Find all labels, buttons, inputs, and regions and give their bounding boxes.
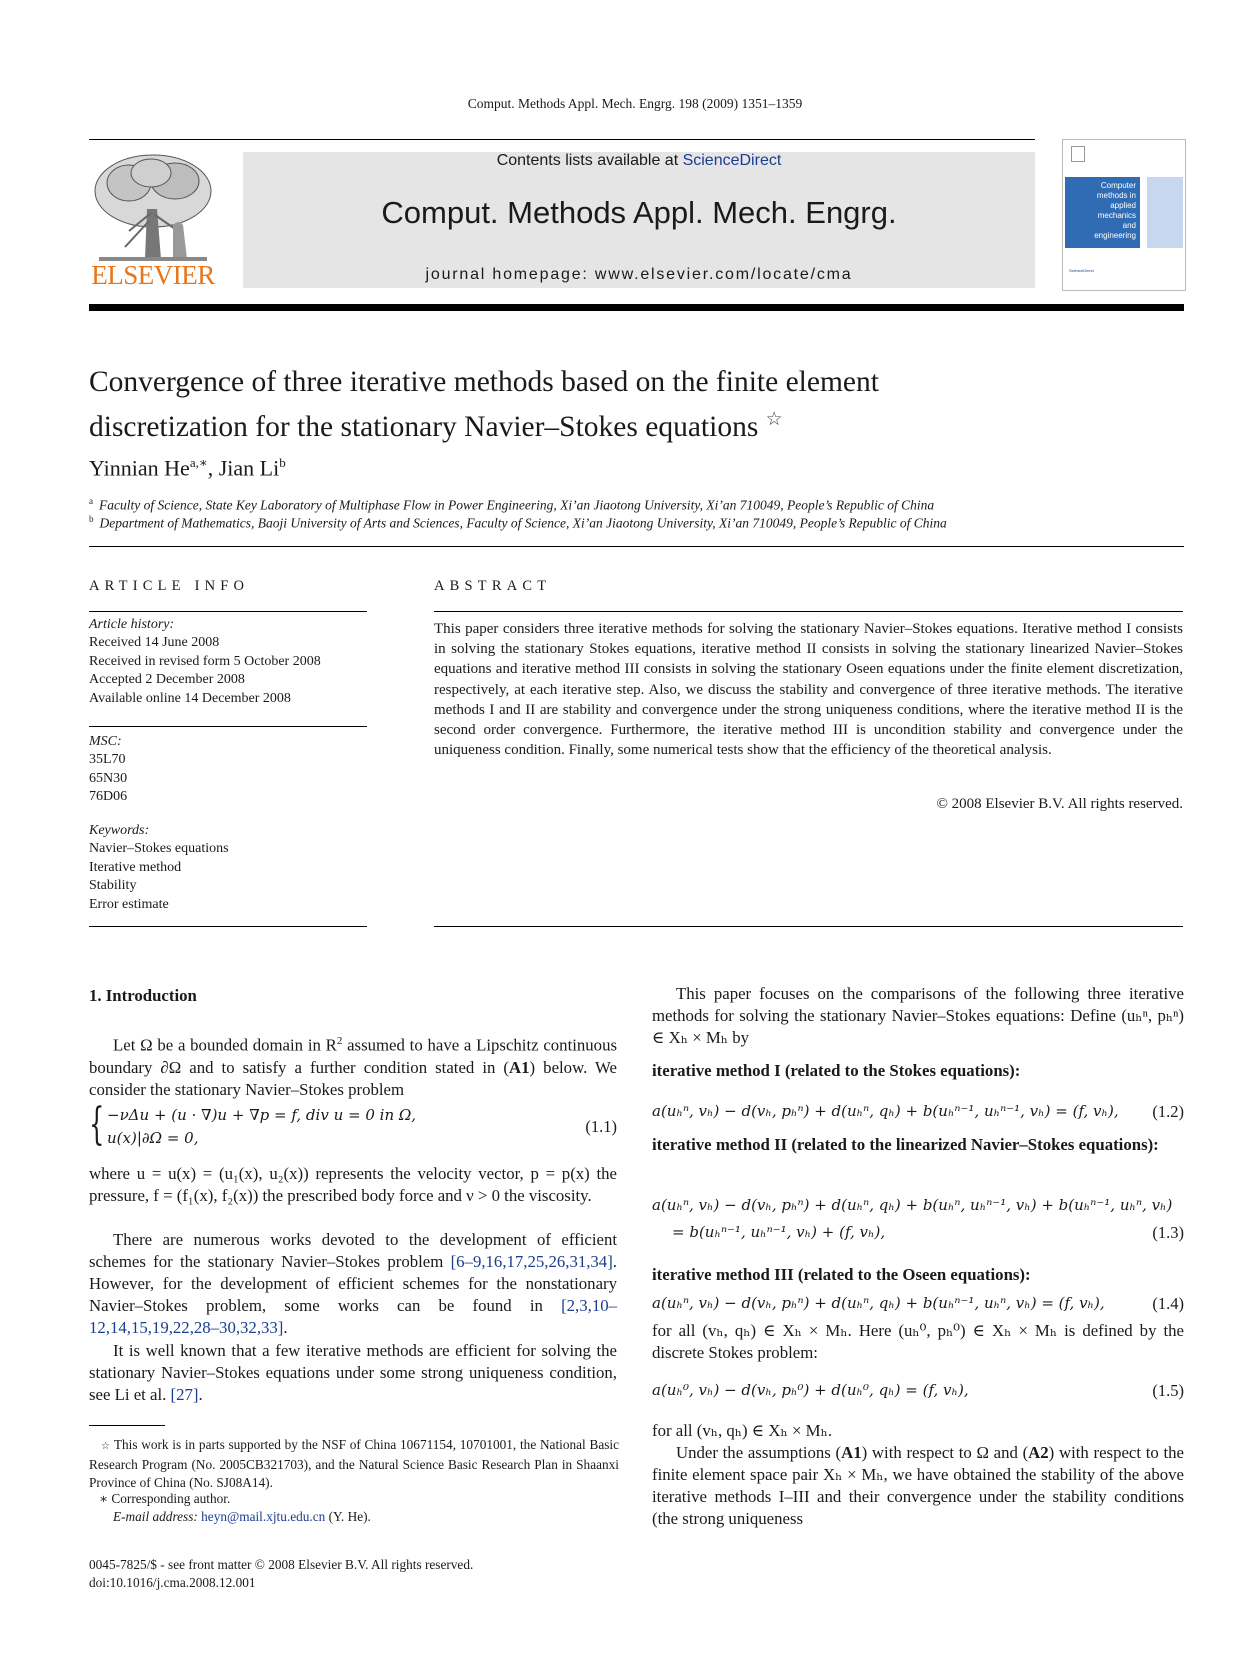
eq11-number: (1.1) [585, 1117, 617, 1136]
eq14-body: a(uₕⁿ, vₕ) − d(vₕ, pₕⁿ) + d(uₕⁿ, qₕ) + b(uₕⁿ⁻¹, uₕⁿ, vₕ) = (f, vₕ), [652, 1294, 1105, 1312]
rp4-text-a: Under the assumptions ( [676, 1443, 842, 1462]
p3-text-b: . However, for the development of efficient schemes for the nonstationary Navier–Stokes problem, some works can be found in [89, 1252, 617, 1316]
cover-line: Computer [1100, 181, 1136, 190]
elsevier-logo [89, 151, 217, 291]
rp4-text-b: ) with respect to Ω and ( [861, 1443, 1029, 1462]
journal-cover [1062, 139, 1186, 291]
author-2-marks[interactable]: b [279, 455, 286, 470]
cover-line: methods in [1096, 191, 1136, 200]
journal-citation: Comput. Methods Appl. Mech. Engrg. 198 (2009) 1351–1359 [467, 96, 803, 111]
author-1: Yinnian He [89, 455, 190, 481]
equation-1-2 [652, 1102, 1184, 1121]
p3-text-a: There are numerous works devoted to the development of efficient schemes for the stationary Navier–Stokes problem [89, 1230, 617, 1272]
p1-superscript: 2 [336, 1035, 343, 1047]
title-line-1: Convergence of three iterative methods based on the finite element [89, 366, 879, 398]
citation-link[interactable]: [6–9,16,17,25,26,31,34] [450, 1252, 613, 1272]
journal-name: Comput. Methods Appl. Mech. Engrg. [381, 195, 897, 230]
affiliation-mark: a [89, 496, 93, 506]
email-who: (Y. He). [325, 1509, 371, 1524]
eq12-body: a(uₕⁿ, vₕ) − d(vₕ, pₕⁿ) + d(uₕⁿ, qₕ) + b(uₕⁿ⁻¹, uₕⁿ⁻¹, vₕ) = (f, vₕ), [652, 1102, 1119, 1120]
p1-text-b: assumed to have a Lipschitz continuous boundary ∂Ω and to satisfy a further condition stated in ( [89, 1035, 617, 1077]
abstract-bottom-rule [434, 926, 1183, 927]
eq11-line-2: u(x)|∂Ω = 0, [107, 1129, 199, 1147]
msc-codes [89, 733, 127, 807]
cover-logo-icon [1071, 146, 1085, 162]
intro-paragraph-2: where u = u(x) = (u₁(x), u₂(x)) represents the velocity vector, p = p(x) the pressure, f = (f₁(x), f₂(x)) the prescribed body force and ν > 0 the viscosity. [89, 1164, 617, 1206]
history-label: Article history: [89, 617, 175, 632]
msc-item: 65N30 [89, 770, 128, 786]
intro-paragraph-3 [89, 1229, 617, 1339]
affiliation-text: Department of Mathematics, Baoji University of Arts and Sciences, Faculty of Science, Xi’an Jiaotong University, Xi’an 710049, People’s Republic of China [99, 515, 947, 531]
sciencedirect-link[interactable]: ScienceDirect [682, 152, 782, 169]
eq13-line-2: = b(uₕⁿ⁻¹, uₕⁿ⁻¹, vₕ) + (f, vₕ), [672, 1223, 886, 1241]
footnote-corresponding [89, 1490, 629, 1508]
header-thick-rule [89, 304, 1184, 311]
elsevier-wordmark: ELSEVIER [91, 260, 215, 290]
msc-item: 76D06 [89, 789, 128, 805]
cover-line: applied [1110, 201, 1136, 210]
footnote-funding-text: This work is in parts supported by the NSF of China 10671154, 10701001, the National Basic Research Program (No. 2005CB321703), and the Natural Science Basic Research Plan in Shaanxi Province of China (No. SJ08A14). [89, 1437, 619, 1490]
affiliation-mark: b [89, 514, 94, 524]
footnote-rule [89, 1425, 165, 1426]
rp4-bold-2: A2 [1028, 1443, 1049, 1462]
affiliation-text: Faculty of Science, State Key Laboratory of Multiphase Flow in Power Engineering, Xi’an Jiaotong University, Xi’an 710049, People’s Republic of China [99, 497, 935, 513]
cover-footer: ScienceDirect [1069, 268, 1094, 273]
article-info-rule [89, 611, 367, 612]
p1-text-a: Let Ω be a bounded domain in R [113, 1035, 337, 1055]
equation-1-3 [652, 1196, 1184, 1246]
footnote-email [89, 1508, 643, 1526]
keywords-label: Keywords: [89, 823, 150, 838]
cover-line: engineering [1094, 231, 1136, 240]
article-info-heading: ARTICLE INFO [89, 578, 250, 594]
keywords-rule [89, 926, 367, 927]
history-item: Received in revised form 5 October 2008 [89, 653, 321, 669]
author-separator: , [207, 455, 219, 481]
history-item: Available online 14 December 2008 [89, 690, 291, 706]
author-1-marks[interactable]: a,∗ [189, 455, 208, 470]
keywords [89, 822, 229, 914]
method-3-heading: iterative method III (related to the Oseen equations): [652, 1265, 1031, 1284]
affiliation-rule [89, 546, 1184, 547]
eq15-body: a(uₕ⁰, vₕ) − d(vₕ, pₕ⁰) + d(uₕ⁰, qₕ) = (f, vₕ), [652, 1381, 969, 1399]
cover-line: and [1122, 221, 1136, 230]
msc-label: MSC: [89, 734, 122, 749]
equation-1-4 [652, 1294, 1184, 1313]
eq11-line-1: −νΔu + (u · ∇)u + ∇p = f, div u = 0 in Ω, [107, 1106, 417, 1124]
keyword-item: Error estimate [89, 896, 169, 912]
history-rule [89, 726, 367, 727]
msc-item: 35L70 [89, 752, 126, 768]
cover-strip [1147, 177, 1183, 248]
eq15-number: (1.5) [1152, 1381, 1184, 1400]
intro-paragraph-1 [89, 1030, 617, 1101]
eq13-line-1: a(uₕⁿ, vₕ) − d(vₕ, pₕⁿ) + d(uₕⁿ, qₕ) + b(uₕⁿ, uₕⁿ⁻¹, vₕ) + b(uₕⁿ⁻¹, uₕⁿ, vₕ) [652, 1196, 1173, 1214]
article-history [89, 616, 321, 708]
front-matter [89, 1556, 473, 1592]
equation-1-5 [652, 1381, 1184, 1400]
affiliation-a [89, 496, 934, 514]
title-footnote-mark[interactable]: ☆ [765, 409, 783, 430]
abstract-rule [434, 611, 1183, 612]
contents-prefix: Contents lists available at [496, 152, 683, 169]
method-1-heading: iterative method I (related to the Stokes equations): [652, 1061, 1021, 1080]
history-item: Received 14 June 2008 [89, 635, 220, 651]
authors [89, 455, 286, 481]
footnote-mark: ☆ [101, 1441, 111, 1452]
right-paragraph-1: This paper focuses on the comparisons of the following three iterative methods for solving the stationary Navier–Stokes equations: Define (uₕⁿ, pₕⁿ) ∈ Xₕ × Mₕ by [652, 984, 1184, 1048]
p3-text-c: . [283, 1318, 288, 1338]
cover-line: mechanics [1097, 211, 1136, 220]
footnote-mark: ∗ [99, 1491, 109, 1506]
article-title [89, 364, 1189, 446]
p1-text-c: ) below. We consider the stationary Navier–Stokes problem [89, 1057, 617, 1099]
section-title: 1. Introduction [89, 986, 197, 1005]
elsevier-tree-icon [89, 151, 217, 263]
citation-link[interactable]: [27] [170, 1385, 199, 1405]
p4-text-b: . [198, 1385, 203, 1405]
email-label: E-mail address: [113, 1509, 198, 1524]
abstract-heading: ABSTRACT [434, 578, 552, 594]
corresponding-text: Corresponding author. [111, 1491, 231, 1506]
issn-line: 0045-7825/$ - see front matter © 2008 Elsevier B.V. All rights reserved. [89, 1557, 474, 1572]
citation-link[interactable]: [2,3,10–12,14,15,19,22,28–30,32,33] [89, 1296, 617, 1338]
footnote-funding [89, 1436, 619, 1492]
equation-1-1 [89, 1099, 617, 1154]
abstract-copyright: © 2008 Elsevier B.V. All rights reserved. [936, 796, 1183, 812]
affiliation-b [89, 514, 947, 532]
right-paragraph-4 [652, 1442, 1184, 1530]
doi-line[interactable]: doi:10.1016/j.cma.2008.12.001 [89, 1575, 256, 1590]
rp4-bold-1: A1 [841, 1443, 862, 1462]
author-2: Jian Li [218, 455, 280, 481]
right-paragraph-2: for all (vₕ, qₕ) ∈ Xₕ × Mₕ. Here (uₕ⁰, pₕ⁰) ∈ Xₕ × Mₕ is defined by the discrete Stokes problem: [652, 1321, 1184, 1363]
journal-banner [243, 152, 1035, 288]
intro-paragraph-4 [89, 1340, 617, 1406]
keyword-item: Navier–Stokes equations [89, 841, 229, 857]
abstract-text: This paper considers three iterative methods for solving the stationary Navier–Stokes equations. Iterative method I consists in solving the stationary Stokes equations, iterative method II consists in solving the stationary linearized Navier–Stokes equations and iterative method III consists in solving the stationary Oseen equations under the finite element discretization, respectively, at each iterative step. Also, we discuss the stability and convergence of three iterative methods. The iterative methods I and II are stability and convergence under the strong uniqueness conditions, where the iterative method II is the second order convergence. Furthermore, the iterative method III is uncondition stability and convergence under the uniqueness condition. Finally, some numerical tests show that the efficiency of the theoretical analysis. [434, 621, 1183, 759]
left-brace: { [89, 1099, 105, 1150]
email-link[interactable]: heyn@mail.xjtu.edu.cn [201, 1509, 326, 1524]
eq14-number: (1.4) [1152, 1294, 1184, 1313]
method-2-heading: iterative method II (related to the linearized Navier–Stokes equations): [652, 1135, 1159, 1154]
history-item: Accepted 2 December 2008 [89, 672, 245, 688]
keyword-item: Stability [89, 878, 137, 894]
p4-text-a: It is well known that a few iterative methods are efficient for solving the stationary Navier–Stokes equations under some strong uniqueness condition, see Li et al. [89, 1341, 617, 1405]
right-paragraph-3: for all (vₕ, qₕ) ∈ Xₕ × Mₕ. [652, 1421, 833, 1440]
keyword-item: Iterative method [89, 859, 182, 875]
cover-title-block [1065, 177, 1140, 248]
eq12-number: (1.2) [1152, 1102, 1184, 1121]
rp4-text-c: ) with respect to the finite element space pair Xₕ × Mₕ, we have obtained the stability of the above iterative methods I–III and their convergence under the stability conditions (the strong uniqueness [652, 1443, 1184, 1529]
journal-homepage[interactable]: journal homepage: www.elsevier.com/locate/cma [425, 266, 853, 283]
title-line-2: discretization for the stationary Navier–Stokes equations [89, 410, 759, 443]
contents-line [243, 152, 1035, 170]
eq13-number: (1.3) [1152, 1223, 1184, 1242]
p1-bold-ref: A1 [509, 1057, 530, 1077]
header-top-rule [89, 139, 1035, 140]
